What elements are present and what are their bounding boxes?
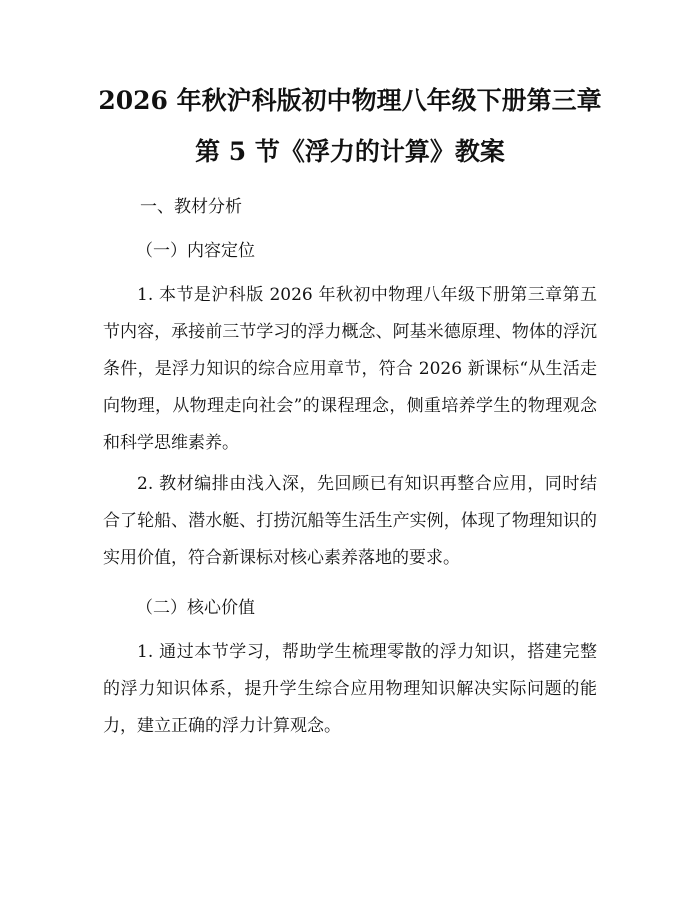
subsection-heading-core-value: （二）核心价值 xyxy=(136,598,255,618)
paragraph-content-positioning-1: 1. 本节是沪科版 2026 年秋初中物理八年级下册第三章第五节内容，承接前三节学习的浮力概念、阿基米德原理、物体的浮沉条件，是浮力知识的综合应用章节，符合 2026 新课标“从生活走向物理，从物理走向社会”的课程理念，侧重培养学生的物理观念和科学思维素养。 xyxy=(103,285,597,453)
subsection-heading-content-positioning: （一）内容定位 xyxy=(136,241,255,261)
document-title-line-1: 2026 年秋沪科版初中物理八年级下册第三章 xyxy=(98,86,602,115)
paragraph-content-positioning-2: 2. 教材编排由浅入深，先回顾已有知识再整合应用，同时结合了轮船、潜水艇、打捞沉船等生活生产实例，体现了物理知识的实用价值，符合新课标对核心素养落地的要求。 xyxy=(103,474,597,568)
paragraph-core-value-1: 1. 通过本节学习，帮助学生梳理零散的浮力知识，搭建完整的浮力知识体系，提升学生综合应用物理知识解决实际问题的能力，建立正确的浮力计算观念。 xyxy=(103,642,597,736)
section-heading-teaching-material-analysis: 一、教材分析 xyxy=(140,197,242,217)
document-title-line-2: 第 5 节《浮力的计算》教案 xyxy=(195,137,505,166)
